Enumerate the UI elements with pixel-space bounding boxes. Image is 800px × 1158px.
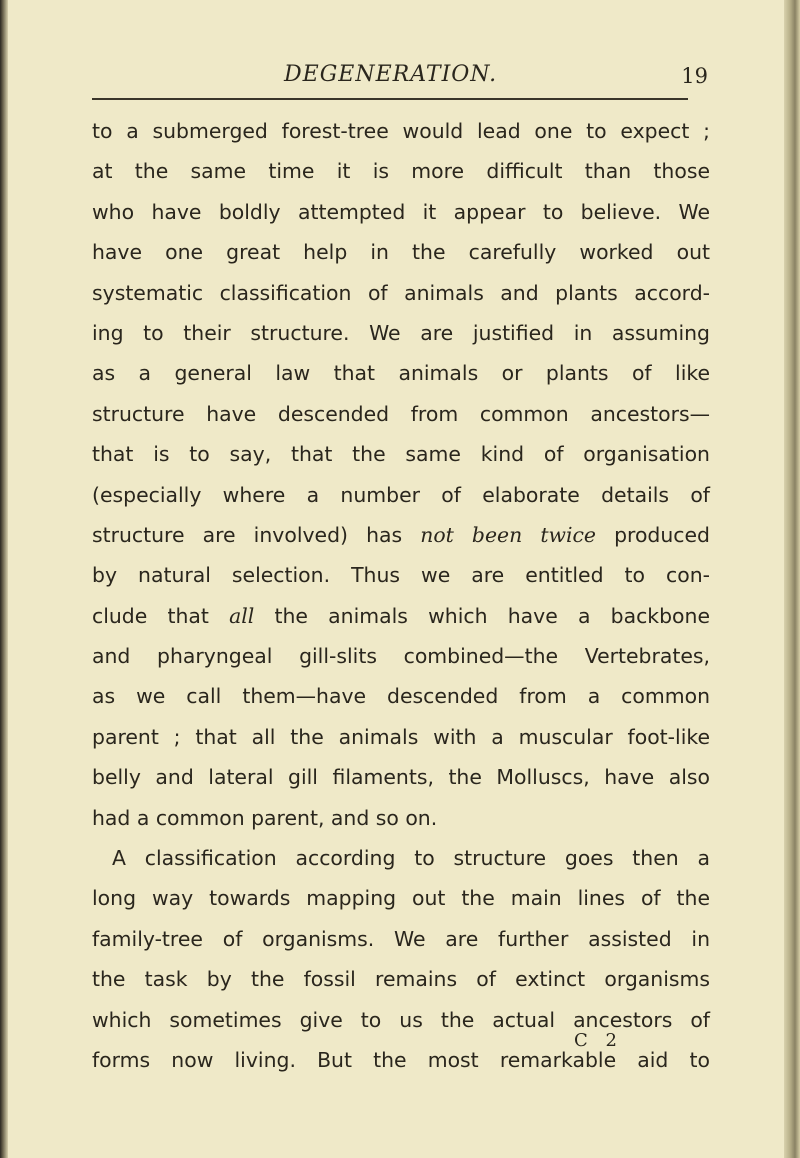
text-line: as we call them—have descended from a common: [92, 684, 710, 709]
text-line: and pharyngeal gill-slits combined—the Vertebrates,: [92, 644, 710, 669]
text-line: (especially where a number of elaborate details of: [92, 482, 710, 507]
signature-mark: C 2: [574, 1030, 623, 1051]
page-header: [80, 58, 708, 98]
text-segment: clude that: [92, 603, 230, 628]
text-line: ing to their structure. We are justified in assuming: [92, 320, 710, 345]
text-segment: produced: [595, 522, 710, 547]
text-line: as a general law that animals or plants of like: [92, 361, 710, 386]
text-line: the task by the fossil remains of extinct organisms: [92, 967, 710, 992]
text-line: had a common parent, and so on.: [92, 805, 438, 830]
header-rule: [92, 98, 688, 100]
text-line: to a submerged forest-tree would lead one to expect ;: [92, 119, 710, 143]
text-line: have one great help in the carefully worked out: [92, 240, 710, 265]
paragraph-start-line: A classification according to structure goes then a: [112, 846, 710, 871]
body-text: [92, 111, 710, 1080]
text-line: belly and lateral gill filaments, the Molluscs, have also: [92, 765, 710, 790]
page-number: 19: [681, 64, 708, 88]
text-segment: structure are involved) has: [92, 522, 421, 547]
text-line: that is to say, that the same kind of organisation: [92, 442, 710, 467]
text-line: long way towards mapping out the main lines of the: [92, 886, 710, 911]
text-line: [92, 515, 710, 555]
text-line: by natural selection. Thus we are entitled to con-: [92, 563, 710, 588]
text-line: at the same time it is more difficult than those: [92, 159, 710, 184]
italic-phrase: not been twice: [420, 522, 596, 547]
page-gutter-shadow: [0, 0, 8, 1158]
text-line: who have boldly attempted it appear to believe. We: [92, 199, 710, 224]
text-segment: the animals which have a backbone: [254, 603, 710, 628]
text-line: structure have descended from common ancestors—: [92, 401, 710, 426]
text-line: systematic classification of animals and plants accord-: [92, 280, 710, 305]
text-line: forms now living. But the most remarkable aid to: [92, 1047, 710, 1072]
text-line: parent ; that all the animals with a muscular foot-like: [92, 724, 710, 749]
text-line: which sometimes give to us the actual ancestors of: [92, 1007, 710, 1032]
text-line: [92, 596, 710, 636]
page-edge: [784, 0, 800, 1158]
running-title: DEGENERATION.: [284, 62, 498, 87]
text-line: family-tree of organisms. We are further assisted in: [92, 926, 710, 951]
italic-word: all: [229, 603, 255, 628]
